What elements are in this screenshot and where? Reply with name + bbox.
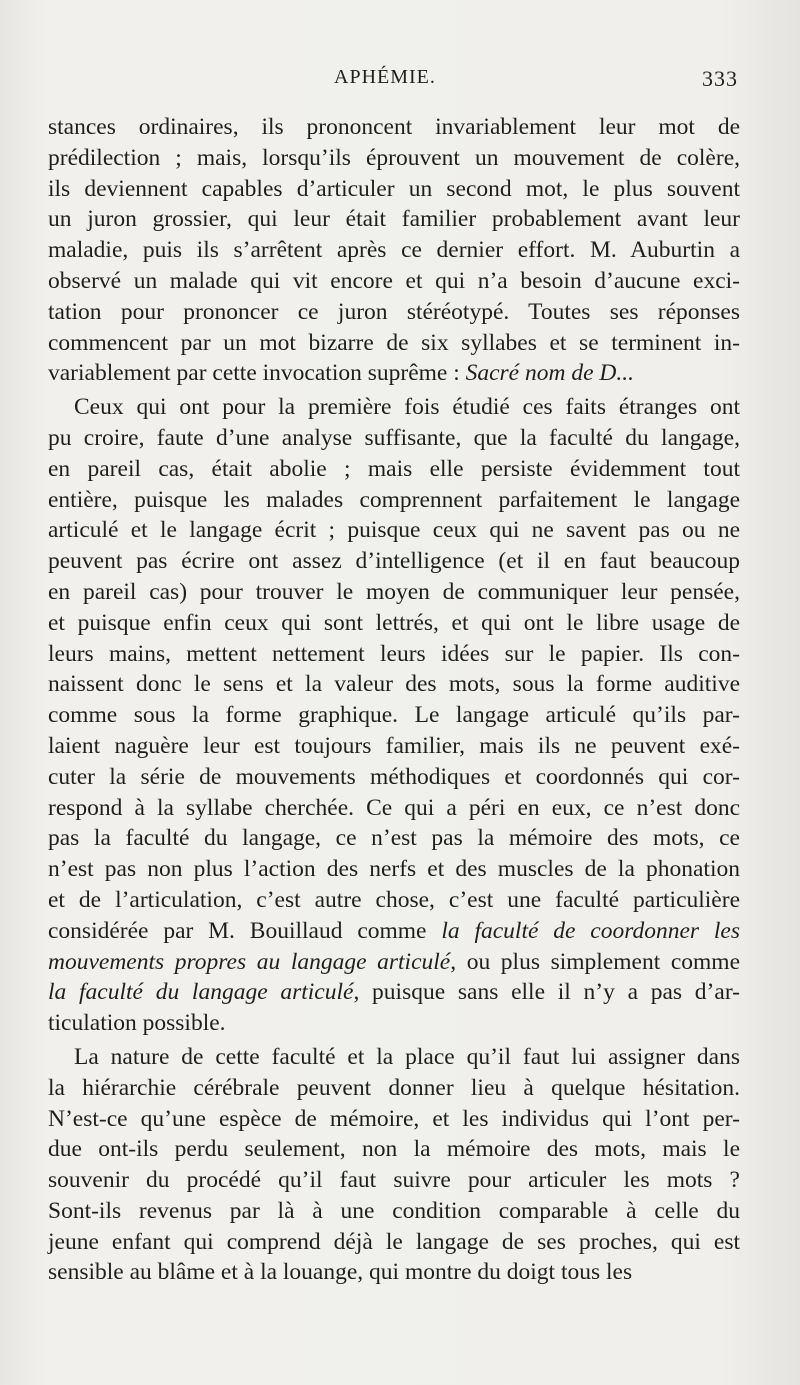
text-line (48, 235, 740, 266)
text-line (48, 204, 740, 235)
line-text: pas la faculté du langage, ce n’est pas la mémoire des mots, ce (48, 825, 740, 852)
italic-text: mouvements propres au langage articulé (48, 948, 451, 975)
line-text: cuter la série de mouvements méthodiques et coordonnés qui cor- (48, 763, 740, 790)
text-line (48, 977, 740, 1008)
text-line (48, 1257, 740, 1288)
line-text: N’est-ce qu’une espèce de mémoire, et les individus qui l’ont per- (48, 1105, 740, 1132)
paragraph (48, 1042, 740, 1288)
line-text: la hiérarchie cérébrale peuvent donner lieu à quelque hésitation. (48, 1074, 740, 1101)
body-text (48, 112, 740, 1288)
line-text: en pareil cas) pour trouver le moyen de communiquer leur pensée, (48, 578, 740, 605)
text-line (48, 1196, 740, 1227)
page-number: 333 (702, 66, 738, 91)
line-text: Sont-ils revenus par là à une condition comparable à celle du (48, 1197, 740, 1224)
paragraph (48, 112, 740, 389)
text-line (48, 639, 740, 670)
text-line (48, 297, 740, 328)
text-line (48, 1008, 740, 1039)
line-text: ticulation possible. (48, 1010, 226, 1037)
text-line (48, 1165, 740, 1196)
text-line (48, 174, 740, 205)
line-text: naissent donc le sens et la valeur des mots, sous la forme auditive (48, 671, 740, 698)
text-line (48, 1134, 740, 1165)
text-line (48, 608, 740, 639)
text-line (48, 392, 740, 423)
page-header (48, 66, 738, 96)
line-text: variablement par cette invocation suprême : (48, 360, 466, 387)
line-text: prédilection ; mais, lorsqu’ils éprouvent un mouvement de colère, (48, 144, 740, 171)
line-text: La nature de cette faculté et la place qu’il faut lui assigner dans (74, 1043, 740, 1070)
text-line (48, 793, 740, 824)
line-text: laient naguère leur est toujours familier, mais ils ne peuvent exé- (48, 732, 740, 759)
text-line (48, 1042, 740, 1073)
line-text: peuvent pas écrire ont assez d’intelligence (et il en faut beaucoup (48, 548, 740, 575)
italic-text: la faculté du langage articulé (48, 979, 354, 1006)
text-line (48, 731, 740, 762)
text-line (48, 1073, 740, 1104)
line-text: un juron grossier, qui leur était familier probablement avant leur (48, 206, 740, 233)
text-line (48, 823, 740, 854)
line-text: jeune enfant qui comprend déjà le langage de ses proches, qui est (48, 1228, 740, 1255)
line-text: observé un malade qui vit encore et qui n’a besoin d’aucune exci- (48, 267, 740, 294)
text-line (48, 266, 740, 297)
text-line (48, 1104, 740, 1135)
paragraph (48, 392, 740, 1039)
line-text: maladie, puis ils s’arrêtent après ce dernier effort. M. Auburtin a (48, 237, 740, 264)
line-text: considérée par M. Bouillaud comme (48, 917, 442, 944)
line-text: respond à la syllabe cherchée. Ce qui a péri en eux, ce n’est donc (48, 794, 740, 821)
line-text: ils deviennent capables d’articuler un second mot, le plus souvent (48, 175, 740, 202)
text-line (48, 358, 740, 389)
text-line (48, 546, 740, 577)
line-text: souvenir du procédé qu’il faut suivre pour articuler les mots ? (48, 1167, 740, 1194)
text-line (48, 669, 740, 700)
line-text: commencent par un mot bizarre de six syllabes et se terminent in- (48, 329, 740, 356)
text-line (48, 515, 740, 546)
text-line (48, 854, 740, 885)
text-line (48, 1227, 740, 1258)
line-text: Ceux qui ont pour la première fois étudié ces faits étranges ont (74, 394, 740, 421)
italic-text: la faculté de coordonner les (441, 917, 740, 944)
line-text: comme sous la forme graphique. Le langage articulé qu’ils par- (48, 702, 740, 729)
text-line (48, 454, 740, 485)
line-text: due ont-ils perdu seulement, non la mémoire des mots, mais le (48, 1136, 740, 1163)
line-text: stances ordinaires, ils prononcent invariablement leur mot de (48, 114, 740, 140)
text-line (48, 762, 740, 793)
line-text: entière, puisque les malades comprennent parfaitement le langage (48, 486, 740, 513)
line-text: leurs mains, mettent nettement leurs idées sur le papier. Ils con- (48, 640, 740, 667)
text-line (48, 947, 740, 978)
line-text: en pareil cas, était abolie ; mais elle persiste évidemment tout (48, 455, 740, 482)
running-head: APHÉMIE. (334, 66, 436, 88)
line-text: pu croire, faute d’une analyse suffisante, que la faculté du langage, (48, 424, 740, 451)
text-line (48, 916, 740, 947)
text-line (48, 885, 740, 916)
line-text: et de l’articulation, c’est autre chose, c’est une faculté particulière (48, 886, 740, 913)
line-text: , ou plus simplement comme (450, 948, 740, 975)
italic-text: Sacré nom de D... (465, 360, 634, 387)
line-text: , puisque sans elle il n’y a pas d’ar- (353, 979, 740, 1006)
line-text: n’est pas non plus l’action des nerfs et des muscles de la phonation (48, 856, 740, 883)
text-line (48, 485, 740, 516)
text-line (48, 423, 740, 454)
text-line (48, 328, 740, 359)
line-text: et puisque enfin ceux qui sont lettrés, et qui ont le libre usage de (48, 609, 740, 636)
text-line (48, 577, 740, 608)
line-text: sensible au blâme et à la louange, qui montre du doigt tous les (48, 1259, 633, 1286)
text-line (48, 112, 740, 143)
text-line (48, 700, 740, 731)
text-line (48, 143, 740, 174)
line-text: articulé et le langage écrit ; puisque ceux qui ne savent pas ou ne (48, 517, 740, 544)
line-text: tation pour prononcer ce juron stéréotypé. Toutes ses réponses (48, 298, 740, 325)
